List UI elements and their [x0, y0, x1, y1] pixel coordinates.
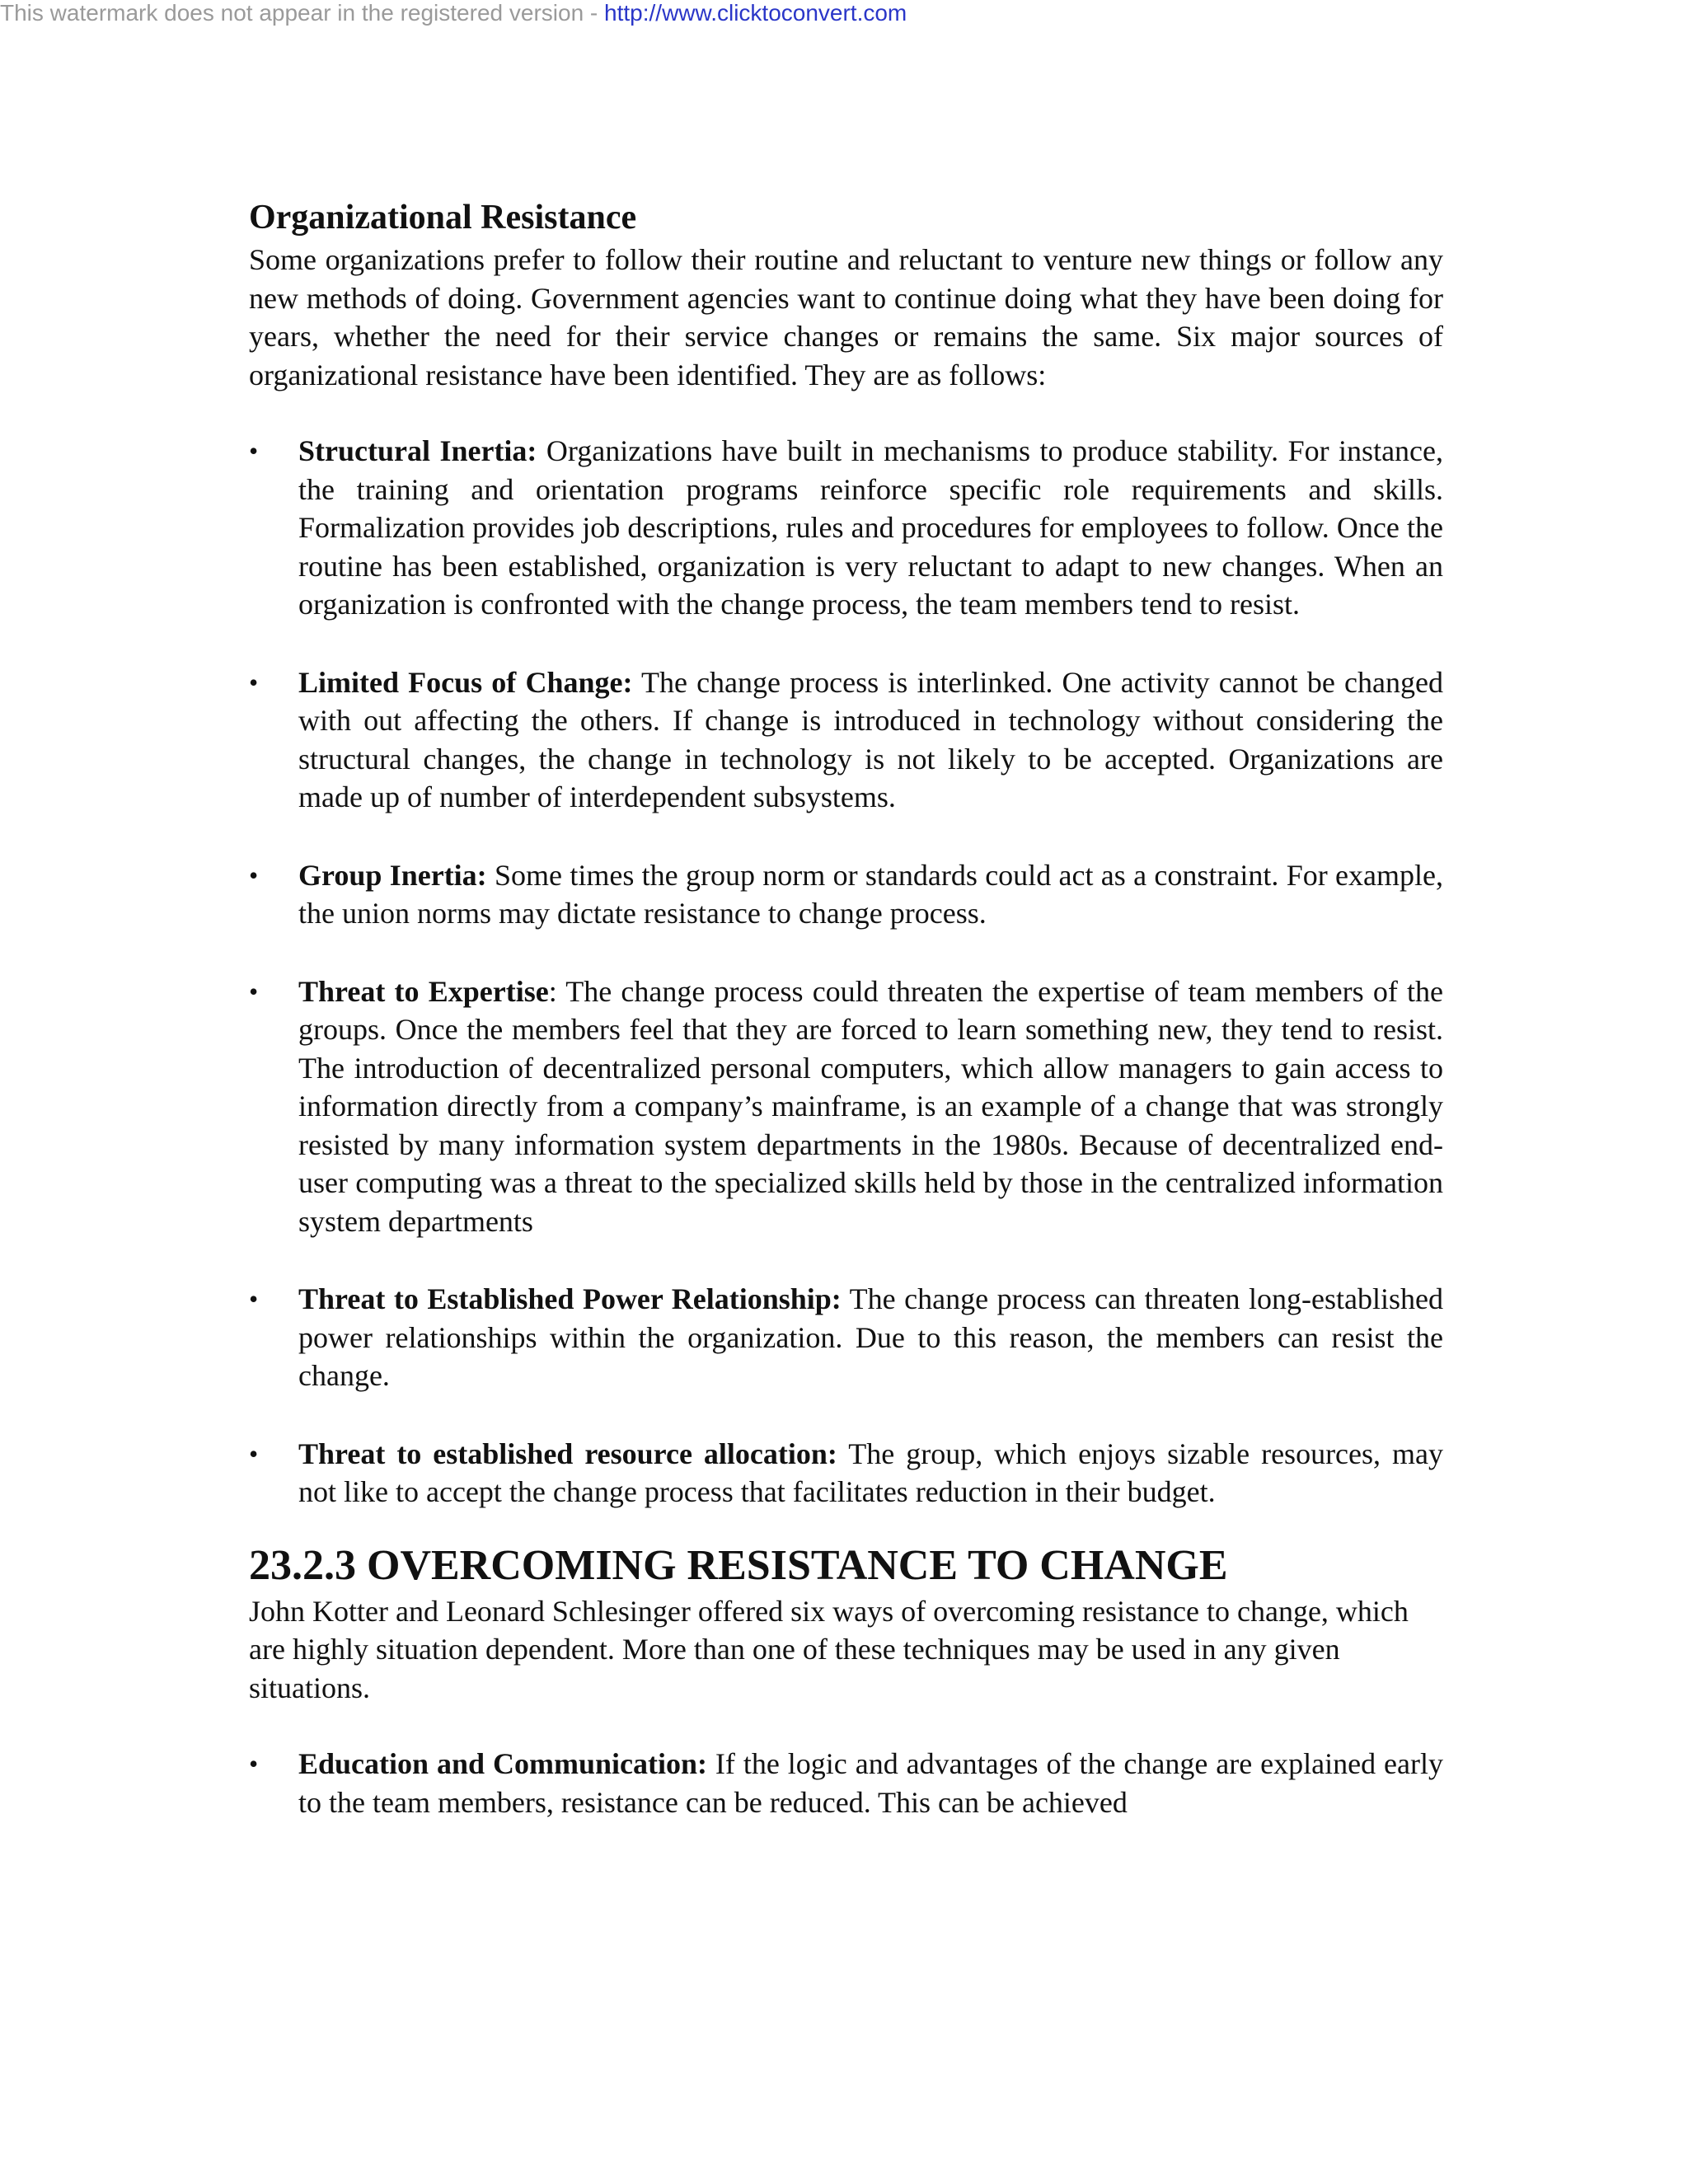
list-item	[249, 432, 1443, 624]
bullet-icon: •	[249, 976, 259, 1006]
list-item-term: Group Inertia:	[298, 858, 487, 892]
section-intro: Some organizations prefer to follow their routine and reluctant to venture new things or follow any new methods of doing. Government agencies want to continue doing what they have been doing for years, whether the need for their service changes or remains the same. Six major sources of organizational resistance have been identified. They are as follows:	[249, 243, 1443, 391]
list-item-text: The change process can threaten long-established power relationships within the organization. Due to this reason, the members can resist the change.	[298, 1282, 1443, 1392]
list-item-term: Threat to established resource allocation:	[298, 1436, 837, 1470]
document-page	[249, 194, 1443, 1861]
list-item-text: The group, which enjoys sizable resources, may not like to accept the change process that facilitates reduction in their budget.	[298, 1436, 1443, 1508]
bullet-icon: •	[249, 436, 259, 466]
list-item-term: Threat to Expertise	[298, 974, 549, 1008]
list-item-term: Threat to Established Power Relationship:	[298, 1282, 842, 1315]
list-item-term: Structural Inertia:	[298, 434, 537, 467]
section-intro: John Kotter and Leonard Schlesinger offered six ways of overcoming resistance to change, which are highly situation dependent. More than one of these techniques may be used in any given situations.	[249, 1594, 1409, 1704]
section-title: Organizational Resistance	[249, 199, 637, 237]
list-item-term: Education and Communication:	[298, 1747, 707, 1780]
list-item	[249, 1435, 1443, 1511]
list-item	[249, 1745, 1443, 1821]
watermark-banner	[0, 0, 907, 26]
section-heading: 23.2.3 OVERCOMING RESISTANCE TO CHANGE	[249, 1541, 1228, 1589]
list-item-text: If the logic and advantages of the change are explained early to the team members, resistance can be reduced. This can be achieved	[298, 1747, 1443, 1819]
watermark-text: This watermark does not appear in the registered version -	[0, 0, 605, 26]
overcoming-methods-list	[249, 1745, 1443, 1821]
watermark-link[interactable]: http://www.clicktoconvert.com	[604, 0, 907, 26]
list-item	[249, 856, 1443, 933]
bullet-icon: •	[249, 667, 259, 697]
list-item	[249, 1280, 1443, 1395]
list-item-term: Limited Focus of Change:	[298, 665, 633, 699]
bullet-icon: •	[249, 1438, 259, 1469]
list-item-text: : The change process could threaten the expertise of team members of the groups. Once the members feel that they are forced to learn something new, they tend to resist. The introduction of decentralized personal computers, which allow managers to gain access to information directly from a company’s mainframe, is an example of a change that was strongly resisted by many information system departments in the 1980s. Because of decentralized end-user computing was a threat to the specialized skills held by those in the centralized information system departments	[298, 974, 1443, 1238]
bullet-icon: •	[249, 860, 259, 890]
resistance-sources-list	[249, 432, 1443, 1511]
bullet-icon: •	[249, 1749, 259, 1779]
list-item-text: The change process is interlinked. One activity cannot be changed with out affecting the others. If change is introduced in technology without considering the structural changes, the change in technology is not likely to be accepted. Organizations are made up of number of interdependent subsystems.	[298, 665, 1443, 813]
list-item	[249, 663, 1443, 817]
list-item-text: Organizations have built in mechanisms to produce stability. For instance, the training and orientation programs reinforce specific role requirements and skills. Formalization provides job descriptions, rules and procedures for employees to follow. Once the routine has been established, organization is very reluctant to adapt to new changes. When an organization is confronted with the change process, the team members tend to resist.	[298, 434, 1444, 621]
bullet-icon: •	[249, 1284, 259, 1314]
list-item-text: Some times the group norm or standards could act as a constraint. For example, the union norms may dictate resistance to change process.	[298, 858, 1443, 930]
list-item	[249, 972, 1443, 1241]
